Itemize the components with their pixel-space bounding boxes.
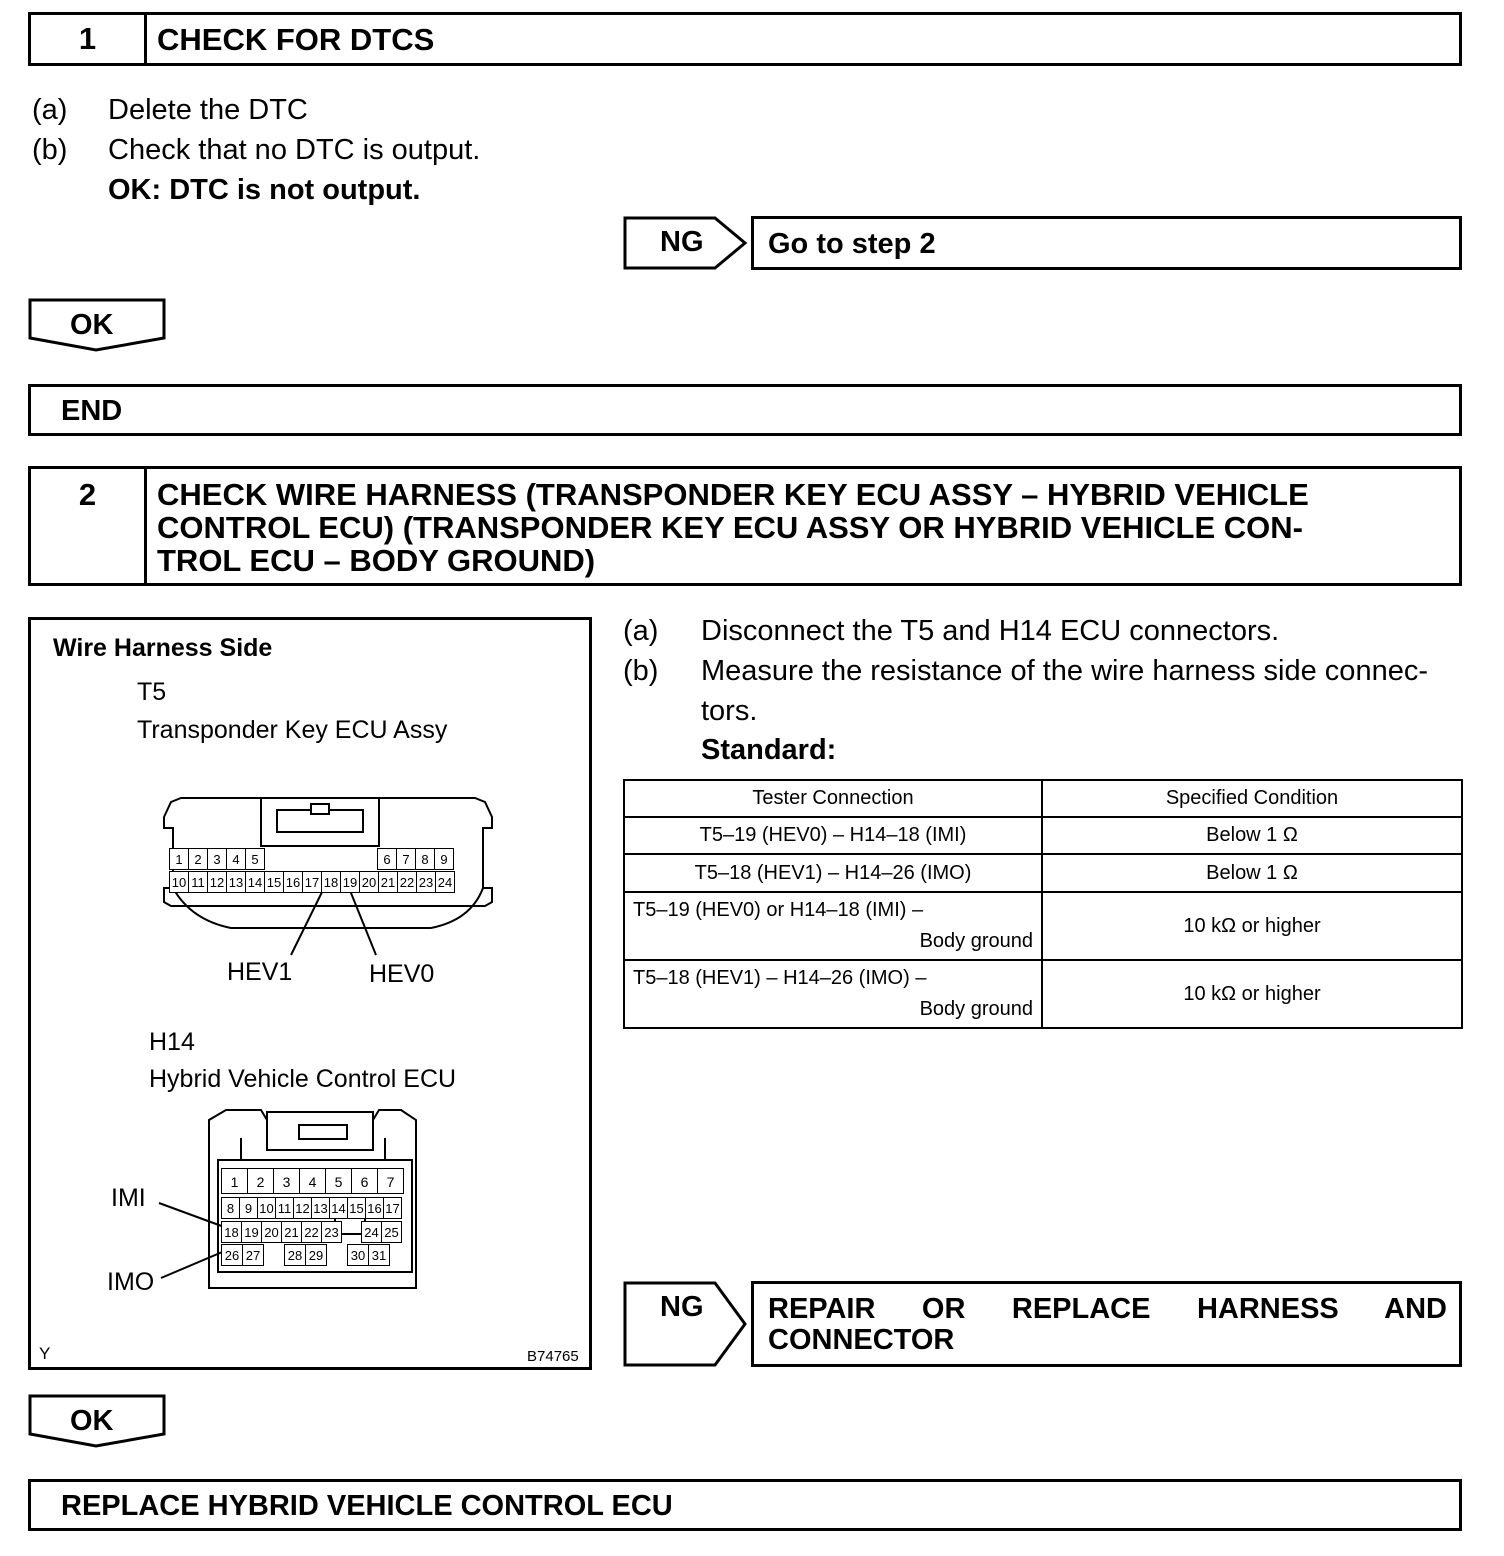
step1-item-b-marker: (b) — [32, 134, 68, 166]
t5-code: T5 — [137, 678, 167, 706]
h14-pin: 17 — [383, 1197, 402, 1219]
ng-result-2 — [751, 1281, 1462, 1367]
h14-row2 — [221, 1197, 401, 1219]
h14-pin: 25 — [381, 1221, 402, 1243]
h14-pin: 6 — [351, 1168, 378, 1194]
step2-title-line3: TROL ECU – BODY GROUND) — [157, 543, 596, 578]
t5-pin: 23 — [416, 871, 436, 893]
row3-connection-line2: Body ground — [919, 930, 1033, 952]
step1-title: CHECK FOR DTCS — [157, 22, 435, 57]
step2-title-line2: CONTROL ECU) (TRANSPONDER KEY ECU ASSY OR HYBRID VEHICLE CON- — [157, 510, 1303, 545]
h14-pin: 21 — [281, 1221, 302, 1243]
imi-label: IMI — [111, 1184, 146, 1212]
row2-condition: Below 1 Ω — [1042, 854, 1462, 892]
h14-pin: 12 — [293, 1197, 312, 1219]
ng-result-1-text: Go to step 2 — [768, 228, 936, 260]
h14-pin: 1 — [221, 1168, 248, 1194]
h14-pin: 9 — [239, 1197, 258, 1219]
ng-label-2: NG — [660, 1291, 704, 1323]
h14-pin: 5 — [325, 1168, 352, 1194]
h14-pin: 26 — [221, 1244, 243, 1266]
step2-item-a-text: Disconnect the T5 and H14 ECU connectors. — [701, 615, 1280, 647]
h14-pin: 19 — [241, 1221, 262, 1243]
table-header-row — [624, 780, 1462, 817]
h14-pin: 10 — [257, 1197, 276, 1219]
h14-name: Hybrid Vehicle Control ECU — [149, 1065, 457, 1093]
end-box — [28, 384, 1462, 436]
t5-pin: 9 — [434, 848, 454, 870]
t5-pin: 21 — [378, 871, 398, 893]
h14-pin: 11 — [275, 1197, 294, 1219]
end-label: END — [61, 395, 123, 427]
hev0-label: HEV0 — [369, 960, 435, 988]
row4-condition: 10 kΩ or higher — [1042, 960, 1462, 1028]
h14-pin: 28 — [284, 1244, 306, 1266]
t5-pin: 12 — [207, 871, 227, 893]
row1-condition: Below 1 Ω — [1042, 817, 1462, 854]
ng-label-1: NG — [660, 226, 704, 258]
table-row — [624, 854, 1462, 892]
ng-result-1 — [751, 216, 1462, 270]
h14-pin — [326, 1244, 348, 1266]
step2-item-b-marker: (b) — [623, 655, 659, 687]
step1-item-b-text: Check that no DTC is output. — [108, 134, 481, 166]
t5-pin: 4 — [226, 848, 246, 870]
h14-pin: 29 — [305, 1244, 327, 1266]
row4-connection-line1: T5–18 (HEV1) – H14–26 (IMO) – — [633, 967, 927, 989]
t5-pin: 6 — [377, 848, 397, 870]
h14-pin: 20 — [261, 1221, 282, 1243]
header-tester-connection: Tester Connection — [624, 780, 1042, 817]
step2-item-b-text-line2: tors. — [701, 695, 758, 727]
t5-pin: 20 — [359, 871, 379, 893]
standard-label: Standard: — [701, 734, 837, 766]
step1-number: 1 — [31, 15, 147, 63]
t5-pin: 8 — [415, 848, 435, 870]
table-row — [624, 960, 1462, 1028]
h14-pin: 27 — [242, 1244, 264, 1266]
table-row — [624, 817, 1462, 854]
t5-pin: 13 — [226, 871, 246, 893]
step1-header — [28, 12, 1462, 66]
h14-pin: 3 — [273, 1168, 300, 1194]
h14-pin: 18 — [221, 1221, 242, 1243]
t5-pin: 18 — [321, 871, 341, 893]
step1-ok-condition: OK: DTC is not output. — [108, 174, 421, 206]
table-row — [624, 892, 1462, 960]
figure-heading: Wire Harness Side — [53, 634, 273, 662]
final-action-box — [28, 1479, 1462, 1531]
step2-title-line1: CHECK WIRE HARNESS (TRANSPONDER KEY ECU ASSY – HYBRID VEHICLE — [157, 477, 1309, 512]
h14-pin — [341, 1221, 362, 1243]
row3-connection-line1: T5–19 (HEV0) or H14–18 (IMI) – — [633, 899, 924, 921]
h14-code: H14 — [149, 1028, 195, 1056]
t5-pin: 5 — [245, 848, 265, 870]
row4-connection — [624, 960, 1042, 1028]
imo-label: IMO — [107, 1268, 155, 1296]
t5-pin: 3 — [207, 848, 227, 870]
t5-pin: 24 — [435, 871, 455, 893]
t5-pin: 15 — [264, 871, 284, 893]
h14-pin: 22 — [301, 1221, 322, 1243]
h14-pin — [263, 1244, 285, 1266]
row3-condition: 10 kΩ or higher — [1042, 892, 1462, 960]
h14-pin: 30 — [347, 1244, 369, 1266]
h14-pin: 7 — [377, 1168, 404, 1194]
spec-table — [623, 779, 1463, 1029]
step2-header — [28, 466, 1462, 586]
t5-pin: 7 — [396, 848, 416, 870]
h14-pin: 4 — [299, 1168, 326, 1194]
figure-corner-left: Y — [39, 1344, 51, 1363]
ok-label-2: OK — [70, 1405, 114, 1437]
t5-name: Transponder Key ECU Assy — [137, 716, 448, 744]
step2-item-a-marker: (a) — [623, 615, 659, 647]
h14-pin: 24 — [361, 1221, 382, 1243]
t5-pin: 11 — [188, 871, 208, 893]
figure-code: B74765 — [527, 1348, 579, 1365]
ng-result-2-line2: CONNECTOR — [768, 1324, 955, 1356]
t5-pin: 22 — [397, 871, 417, 893]
hev1-label: HEV1 — [227, 958, 293, 986]
row2-connection: T5–18 (HEV1) – H14–26 (IMO) — [624, 854, 1042, 892]
h14-pin: 31 — [368, 1244, 390, 1266]
step1-item-a-text: Delete the DTC — [108, 94, 308, 126]
step2-number: 2 — [31, 469, 147, 583]
t5-pin: 16 — [283, 871, 303, 893]
t5-pin: 1 — [169, 848, 189, 870]
row4-connection-line2: Body ground — [919, 998, 1033, 1020]
h14-pin: 14 — [329, 1197, 348, 1219]
h14-pin: 16 — [365, 1197, 384, 1219]
h14-pin: 13 — [311, 1197, 330, 1219]
h14-row1 — [221, 1168, 403, 1194]
h14-row4 — [221, 1244, 389, 1266]
ng-result-2-line1: REPAIR OR REPLACE HARNESS AND — [768, 1293, 1447, 1325]
t5-pin: 2 — [188, 848, 208, 870]
h14-pin: 23 — [321, 1221, 342, 1243]
wiring-figure — [28, 617, 592, 1370]
t5-pin: 14 — [245, 871, 265, 893]
h14-pin: 2 — [247, 1168, 274, 1194]
ok-label-1: OK — [70, 309, 114, 341]
h14-pin: 15 — [347, 1197, 366, 1219]
step1-item-a-marker: (a) — [32, 94, 68, 126]
row1-connection: T5–19 (HEV0) – H14–18 (IMI) — [624, 817, 1042, 854]
header-specified-condition: Specified Condition — [1042, 780, 1462, 817]
h14-pin: 8 — [221, 1197, 240, 1219]
step2-item-b-text-line1: Measure the resistance of the wire harness side connec- — [701, 655, 1428, 687]
t5-pin: 19 — [340, 871, 360, 893]
t5-pin: 10 — [169, 871, 189, 893]
final-action-label: REPLACE HYBRID VEHICLE CONTROL ECU — [61, 1490, 673, 1522]
h14-row3 — [221, 1221, 401, 1243]
row3-connection — [624, 892, 1042, 960]
t5-pin: 17 — [302, 871, 322, 893]
